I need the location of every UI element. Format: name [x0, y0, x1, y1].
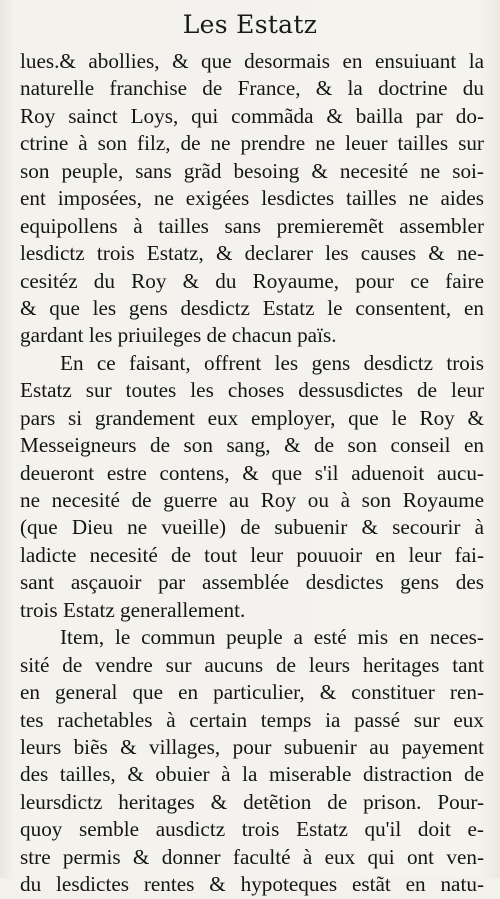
- text-line: Item, le commun peuple a esté mis en neces-: [60, 625, 484, 650]
- text-line: cesitéz du Roy & du Royaume, pour ce faire: [20, 268, 484, 293]
- text-line: stre permis & donner faculté à eux qui ont ven-: [20, 844, 484, 869]
- text-line: (que Dieu ne vueille) de subuenir & secourir à: [20, 515, 484, 540]
- text-line: En ce faisant, offrent les gens desdictz trois: [60, 350, 484, 375]
- text-line: du lesdictes rentes & hypoteques estãt en natu-: [20, 872, 484, 897]
- text-line: naturelle franchise de France, & la doctrine du: [20, 76, 484, 101]
- text-line: son peuple, sans grãd besoing & necesité ne soi-: [20, 158, 484, 183]
- text-line: leurs biẽs & villages, pour subuenir au payement: [20, 734, 484, 759]
- text-line: en general que en particulier, & constituer ren-: [20, 680, 484, 705]
- text-line: pars si grandement eux employer, que le Roy &: [20, 405, 484, 430]
- paragraph-3: [20, 624, 484, 898]
- text-line: Roy sainct Loys, qui commãda & bailla par do-: [20, 103, 484, 128]
- text-line: gardant les priuileges de chacun païs.: [20, 323, 337, 348]
- running-header: Les Estatz: [182, 10, 318, 39]
- paragraph-1: [20, 48, 484, 350]
- text-line: equipollens à tailles sans premieremẽt assembler: [20, 213, 484, 238]
- text-line: ne necesité de guerre au Roy ou à son Royaume: [20, 488, 484, 512]
- text-line: tes rachetables à certain temps ia passé sur eux: [20, 707, 484, 732]
- text-line: sité de vendre sur aucuns de leurs heritages tant: [20, 652, 484, 677]
- text-line: des tailles, & obuier à la miserable distraction de: [20, 762, 484, 787]
- text-line: trois Estatz generallement.: [20, 597, 246, 622]
- text-line: quoy semble ausdictz trois Estatz qu'il doit e-: [20, 817, 484, 842]
- text-line: sant asçauoir par assemblée desdictes gens des: [20, 570, 484, 595]
- paragraph-2: [20, 350, 484, 624]
- text-line: deueront estre contens, & que s'il aduenoit aucu-: [20, 460, 484, 485]
- text-line: lues.& abollies, & que desormais en ensuiuant la: [20, 49, 484, 73]
- text-line: Messeigneurs de son sang, & de son conseil en: [20, 433, 484, 458]
- text-line: ctrine à son filz, de ne prendre ne leuer tailles sur: [20, 131, 484, 156]
- text-line: Estatz sur toutes les choses dessusdictes de leur: [20, 378, 484, 403]
- text-line: lesdictz trois Estatz, & declarer les causes & ne-: [20, 241, 484, 266]
- text-line: leursdictz heritages & detẽtion de prison. Pour-: [20, 789, 484, 814]
- text-line: ladicte necesité de tout leur pouuoir en leur fai-: [20, 542, 484, 567]
- text-line: & que les gens desdictz Estatz le consentent, en: [20, 295, 484, 320]
- text-line: ent imposées, ne exigées lesdictes tailles ne aides: [20, 186, 484, 211]
- page-body: [20, 48, 484, 899]
